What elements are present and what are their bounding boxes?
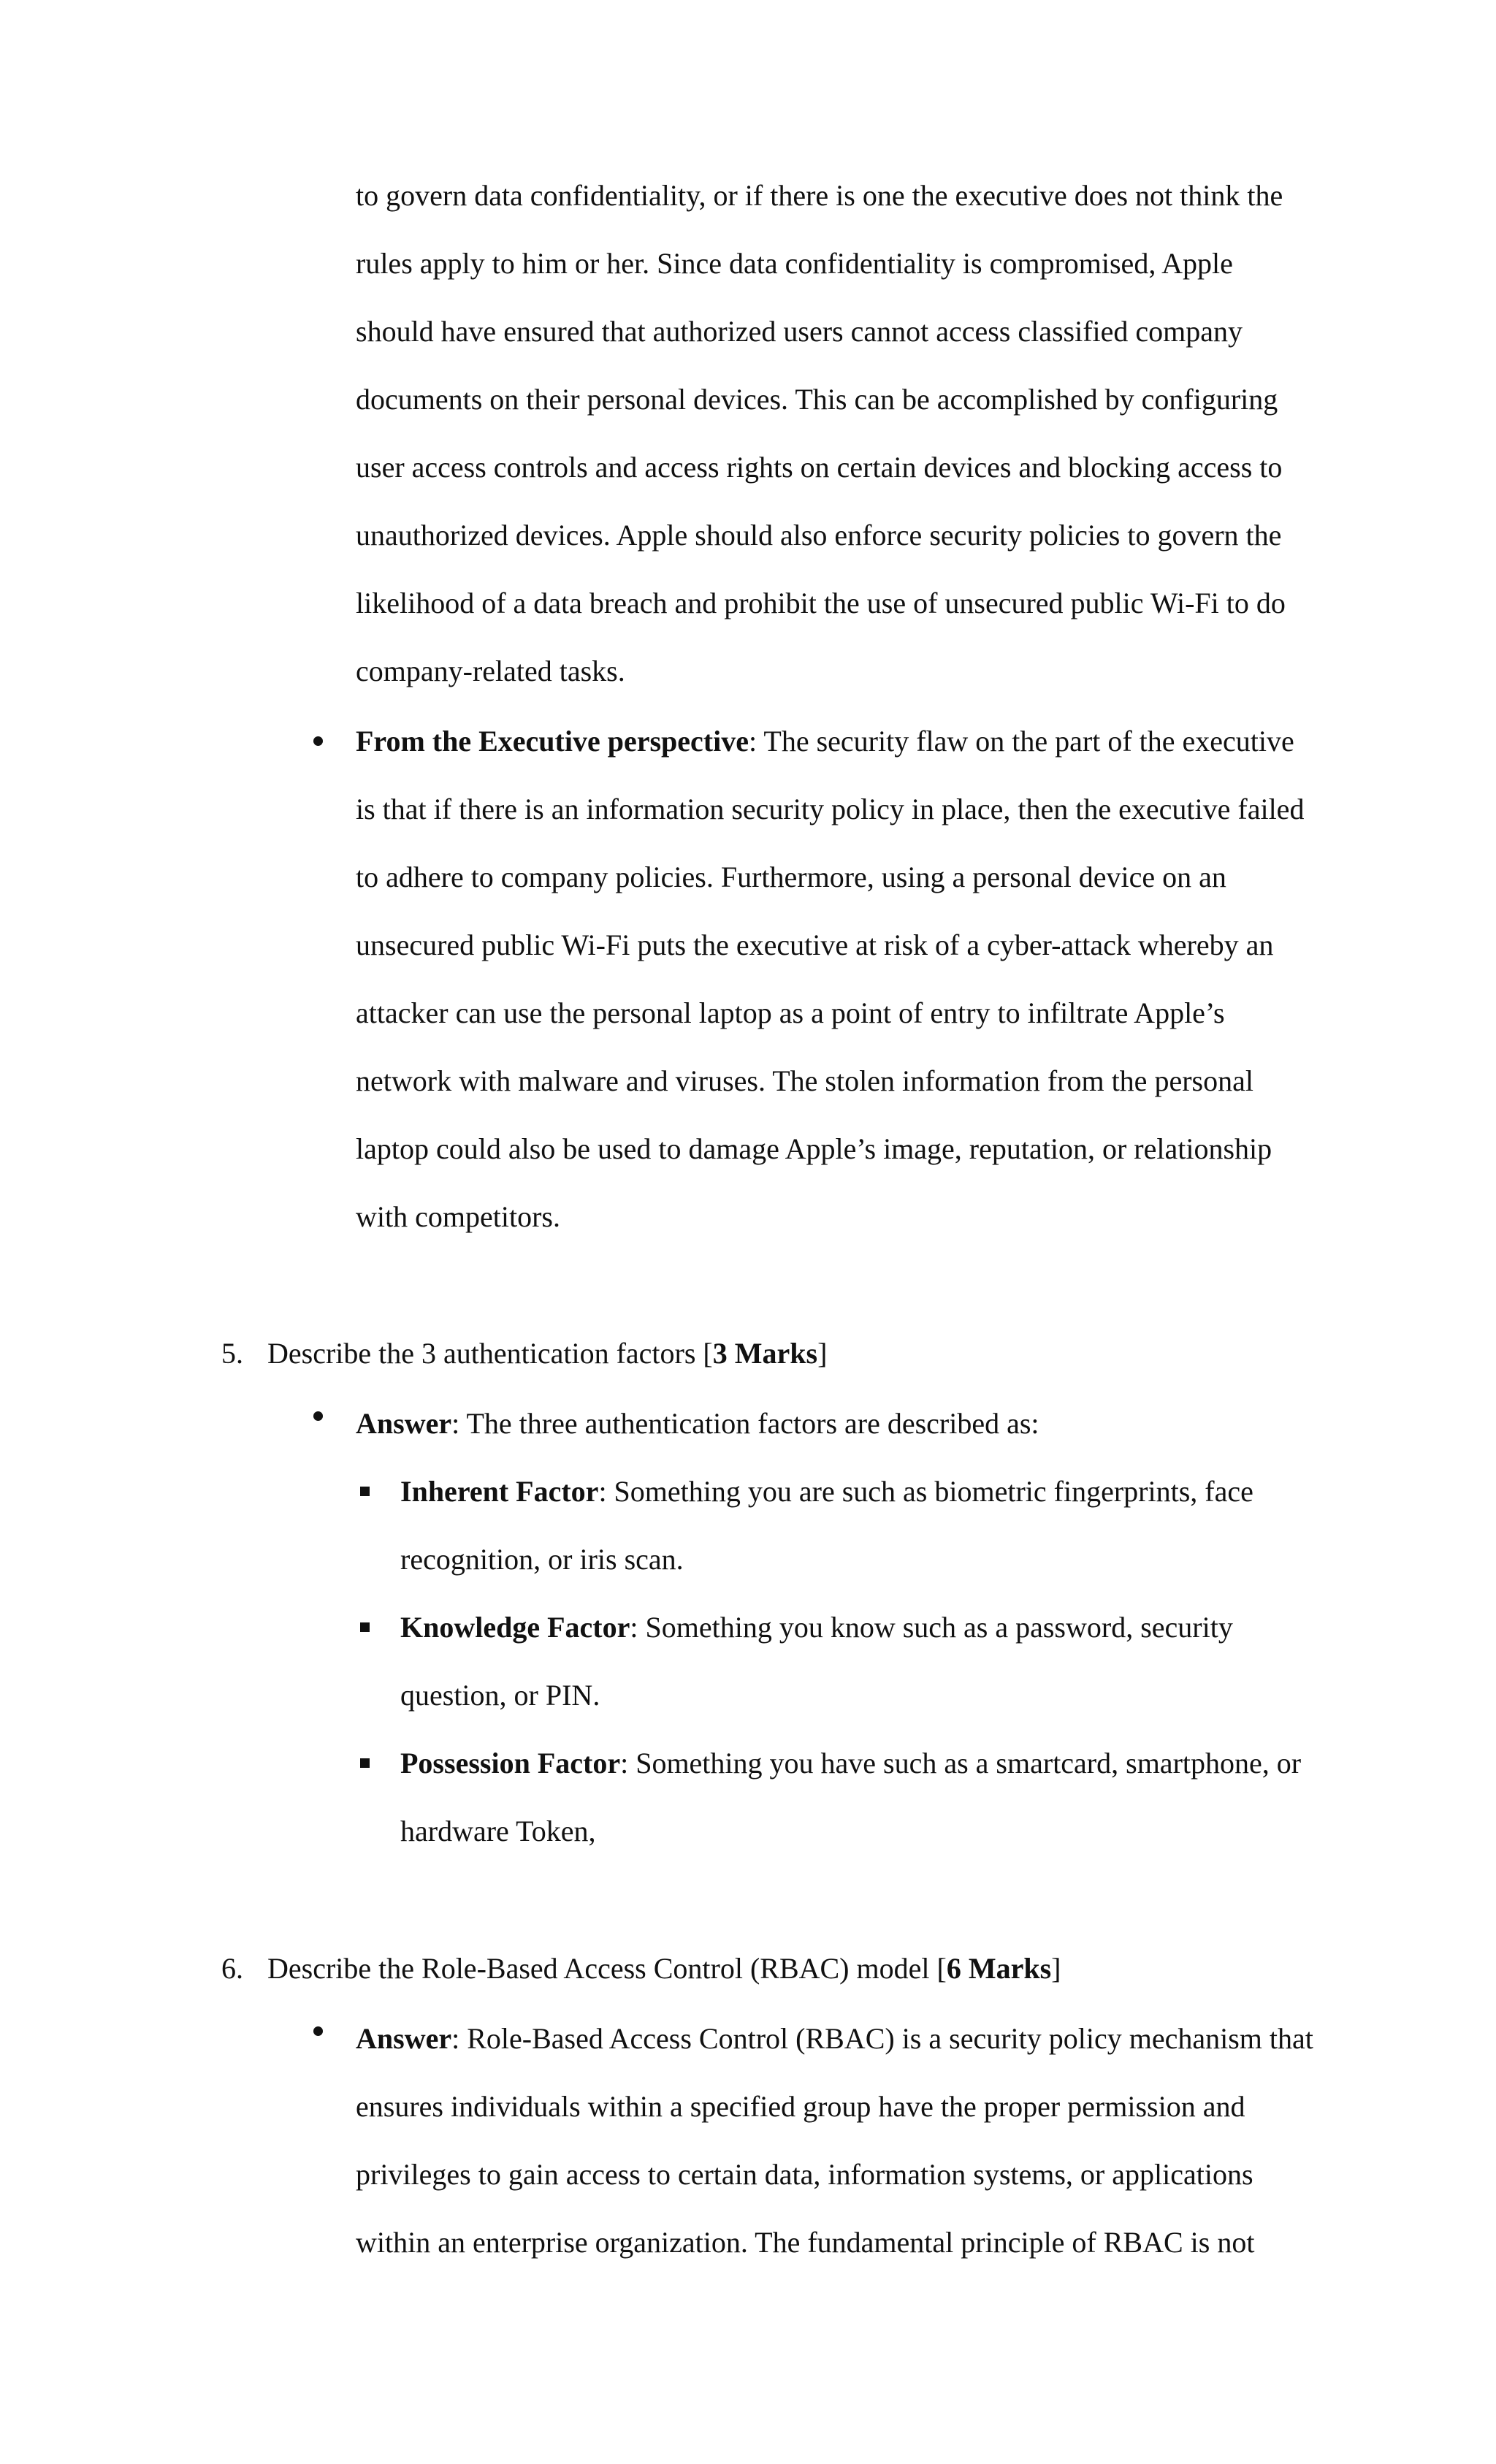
- executive-first-line-text: : The security flaw on the part of the executive: [749, 725, 1294, 758]
- question-number: 5.: [221, 1337, 243, 1370]
- question-text-end: ]: [1051, 1952, 1061, 1985]
- square-bullet-icon: [360, 1758, 370, 1768]
- paragraph-line: should have ensured that authorized users cannot access classified company: [356, 315, 1243, 348]
- bullet-icon: [313, 2026, 323, 2036]
- paragraph-line: unauthorized devices. Apple should also enforce security policies to govern the: [356, 519, 1282, 552]
- paragraph-line: with competitors.: [356, 1200, 560, 1233]
- paragraph-line: within an enterprise organization. The fundamental principle of RBAC is not: [356, 2226, 1255, 2259]
- paragraph-line: privileges to gain access to certain data, information systems, or applications: [356, 2158, 1253, 2191]
- factor-line: hardware Token,: [400, 1815, 596, 1847]
- answer-line: [356, 2024, 1313, 2053]
- paragraph-line: rules apply to him or her. Since data confidentiality is compromised, Apple: [356, 247, 1233, 280]
- question-5-heading: [267, 1339, 827, 1368]
- paragraph-line: is that if there is an information security policy in place, then the executive failed: [356, 793, 1305, 825]
- paragraph-line: to adhere to company policies. Furthermore, using a personal device on an: [356, 861, 1226, 893]
- factor-label: Possession Factor: [400, 1747, 621, 1780]
- factor-line: recognition, or iris scan.: [400, 1543, 684, 1576]
- question-6-heading: [267, 1954, 1061, 1983]
- marks-label: 3 Marks: [712, 1337, 818, 1370]
- answer-text: : Role-Based Access Control (RBAC) is a security policy mechanism that: [451, 2022, 1313, 2055]
- factor-label: Inherent Factor: [400, 1475, 599, 1508]
- answer-text: : The three authentication factors are described as:: [451, 1407, 1039, 1440]
- question-text: Describe the Role-Based Access Control (RBAC) model [: [267, 1952, 947, 1985]
- marks-label: 6 Marks: [946, 1952, 1052, 1985]
- factor-line: [400, 1613, 1233, 1642]
- factor-text: : Something you know such as a password, security: [630, 1611, 1233, 1644]
- question-number: 6.: [221, 1952, 243, 1985]
- factor-text: : Something you have such as a smartcard, smartphone, or: [620, 1747, 1302, 1780]
- square-bullet-icon: [360, 1622, 370, 1632]
- paragraph-line: company-related tasks.: [356, 655, 625, 687]
- factor-label: Knowledge Factor: [400, 1611, 630, 1644]
- answer-label: Answer: [356, 1407, 452, 1440]
- factor-text: : Something you are such as biometric fingerprints, face: [598, 1475, 1253, 1508]
- paragraph-line: unsecured public Wi-Fi puts the executive at risk of a cyber-attack whereby an: [356, 928, 1274, 961]
- factor-line: question, or PIN.: [400, 1679, 600, 1712]
- factor-line: [400, 1477, 1253, 1506]
- question-text: Describe the 3 authentication factors [: [267, 1337, 713, 1370]
- paragraph-line: documents on their personal devices. This can be accomplished by configuring: [356, 383, 1278, 416]
- paragraph-line: user access controls and access rights on certain devices and blocking access to: [356, 451, 1283, 484]
- executive-label: From the Executive perspective: [356, 725, 749, 758]
- paragraph-line: ensures individuals within a specified group have the proper permission and: [356, 2090, 1245, 2123]
- bullet-icon: [313, 1411, 323, 1421]
- bullet-icon: [313, 736, 323, 746]
- question-text-end: ]: [817, 1337, 828, 1370]
- paragraph-line: network with malware and viruses. The stolen information from the personal: [356, 1064, 1253, 1097]
- answer-label: Answer: [356, 2022, 452, 2055]
- answer-line: [356, 1409, 1039, 1438]
- paragraph-line: likelihood of a data breach and prohibit the use of unsecured public Wi-Fi to do: [356, 587, 1286, 619]
- square-bullet-icon: [360, 1487, 370, 1496]
- factor-line: [400, 1749, 1301, 1778]
- paragraph-line: laptop could also be used to damage Apple’s image, reputation, or relationship: [356, 1132, 1272, 1165]
- executive-bullet-first-line: [356, 727, 1294, 756]
- paragraph-line: attacker can use the personal laptop as a point of entry to infiltrate Apple’s: [356, 996, 1225, 1029]
- paragraph-line: to govern data confidentiality, or if there is one the executive does not think the: [356, 179, 1283, 212]
